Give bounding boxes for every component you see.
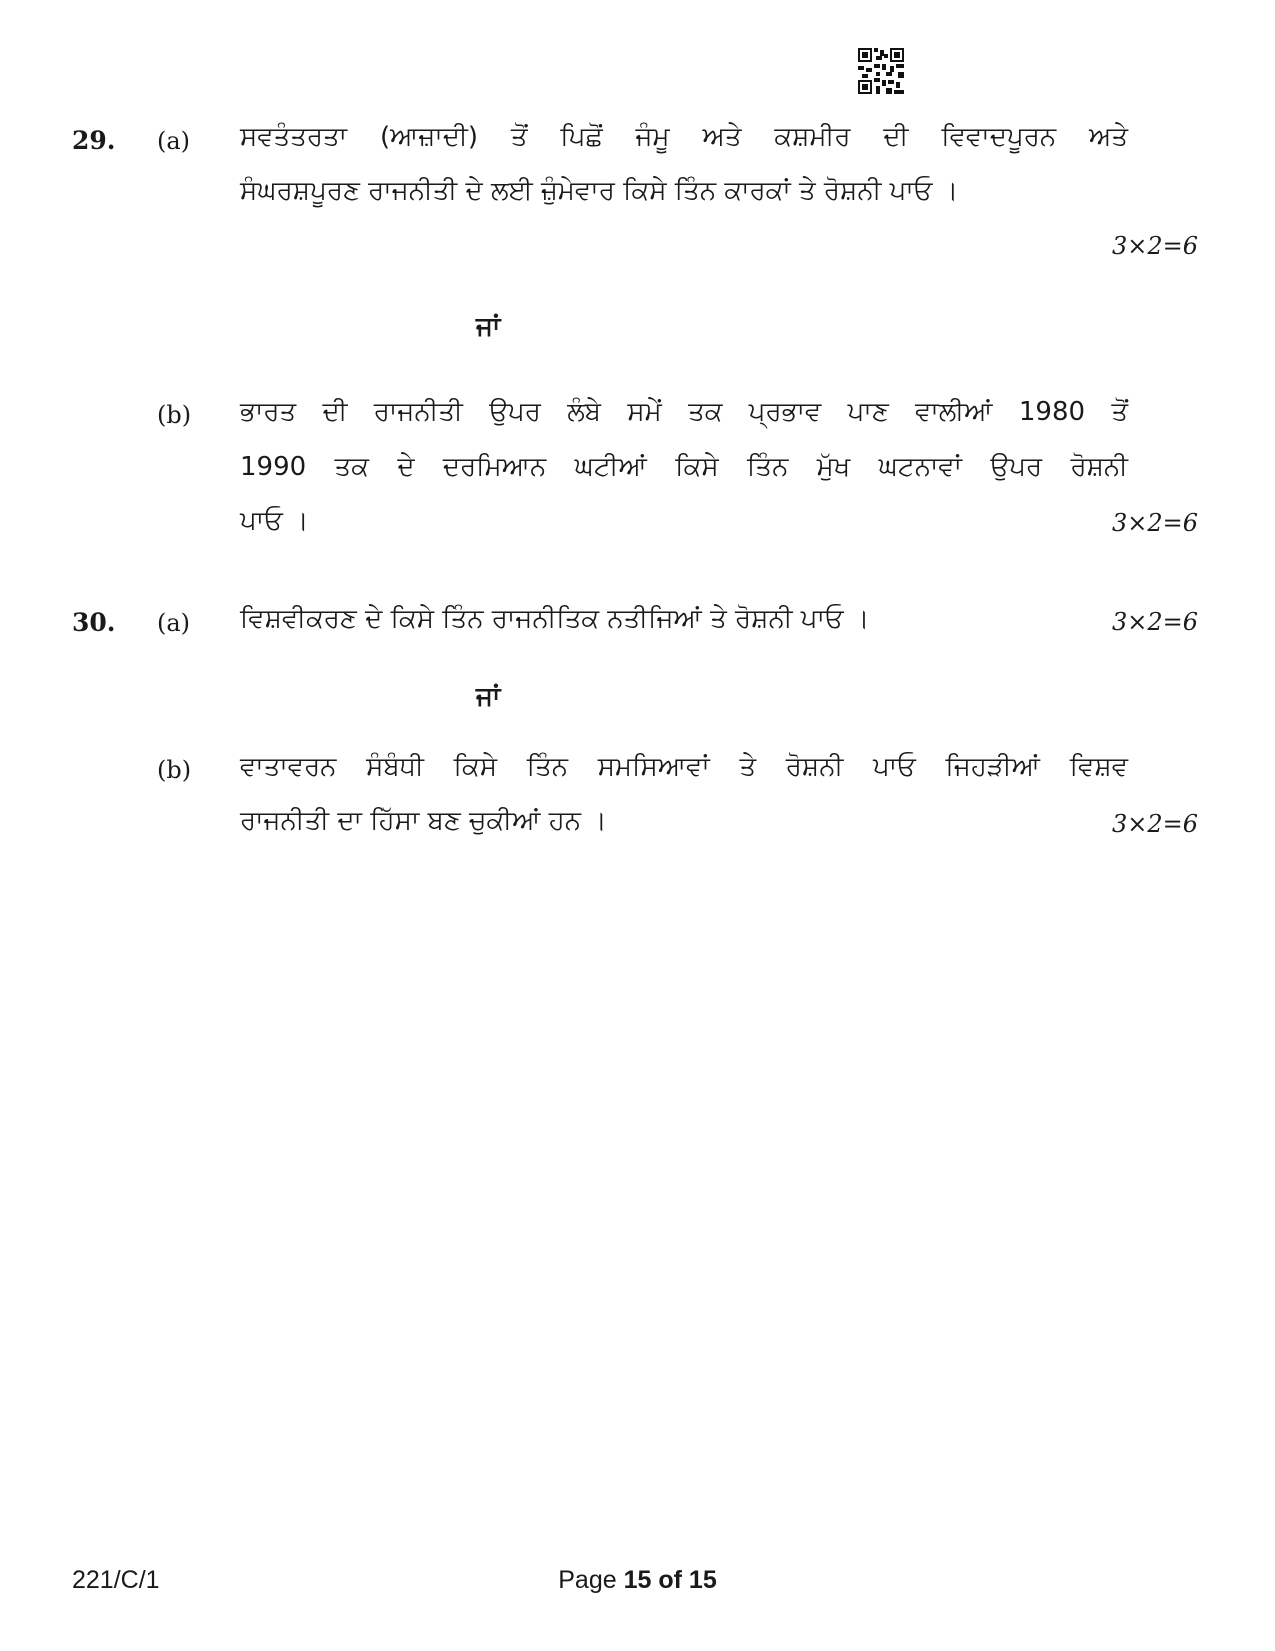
q29-b-label: (b)	[157, 401, 192, 429]
qr-code-icon	[858, 48, 904, 94]
page-number	[0, 1566, 1275, 1595]
q29-a-line-1: ਸਵਤੰਤਰਤਾ (ਆਜ਼ਾਦੀ) ਤੋਂ ਪਿਛੋਂ ਜੰਮੂ ਅਤੇ ਕਸ਼ਮੀਰ ਦੀ ਵਿਵਾਦਪੂਰਨ ਅਤੇ	[240, 122, 1128, 152]
q30-b-line-1: ਵਾਤਾਵਰਨ ਸੰਬੰਧੀ ਕਿਸੇ ਤਿੰਨ ਸਮਸਿਆਵਾਂ ਤੇ ਰੋਸ਼ਨੀ ਪਾਓ ਜਿਹੜੀਆਂ ਵਿਸ਼ਵ	[240, 752, 1128, 782]
q29-b-marks: 3×2=6	[1111, 509, 1198, 537]
q29-b-line-2: 1990 ਤਕ ਦੇ ਦਰਮਿਆਨ ਘਟੀਆਂ ਕਿਸੇ ਤਿੰਨ ਮੁੱਖ ਘਟਨਾਵਾਂ ਉਪਰ ਰੋਸ਼ਨੀ	[240, 452, 1128, 482]
q29-a-marks: 3×2=6	[1111, 232, 1198, 260]
q29-or-separator: ਜਾਂ	[476, 312, 501, 342]
q30-b-label: (b)	[157, 756, 192, 784]
q29-a-line-2: ਸੰਘਰਸ਼ਪੂਰਣ ਰਾਜਨੀਤੀ ਦੇ ਲਈ ਜ਼ੁੰਮੇਵਾਰ ਕਿਸੇ ਤਿੰਨ ਕਾਰਕਾਂ ਤੇ ਰੋਸ਼ਨੀ ਪਾਓ ।	[240, 176, 959, 206]
page-of: of	[658, 1566, 682, 1594]
question-number-30: 30.	[72, 608, 116, 637]
q30-b-line-2: ਰਾਜਨੀਤੀ ਦਾ ਹਿੱਸਾ ਬਣ ਚੁਕੀਆਂ ਹਨ ।	[240, 806, 607, 836]
q30-a-label: (a)	[157, 609, 191, 637]
paper-code: 221/C/1	[72, 1566, 160, 1594]
page-word: Page	[558, 1566, 617, 1594]
q29-b-line-1: ਭਾਰਤ ਦੀ ਰਾਜਨੀਤੀ ਉਪਰ ਲੰਬੇ ਸਮੇਂ ਤਕ ਪ੍ਰਭਾਵ ਪਾਣ ਵਾਲੀਆਂ 1980 ਤੋਂ	[240, 397, 1128, 427]
q30-a-marks: 3×2=6	[1111, 608, 1198, 636]
q29-b-line-3: ਪਾਓ ।	[240, 506, 309, 536]
page-current: 15	[623, 1566, 652, 1594]
q30-a-line-1: ਵਿਸ਼ਵੀਕਰਣ ਦੇ ਕਿਸੇ ਤਿੰਨ ਰਾਜਨੀਤਿਕ ਨਤੀਜਿਆਂ ਤੇ ਰੋਸ਼ਨੀ ਪਾਓ ।	[240, 604, 870, 634]
page-total: 15	[688, 1566, 717, 1594]
q30-b-marks: 3×2=6	[1111, 810, 1198, 838]
q30-or-separator: ਜਾਂ	[476, 682, 501, 712]
q29-a-label: (a)	[157, 127, 191, 155]
question-number-29: 29.	[72, 126, 116, 155]
